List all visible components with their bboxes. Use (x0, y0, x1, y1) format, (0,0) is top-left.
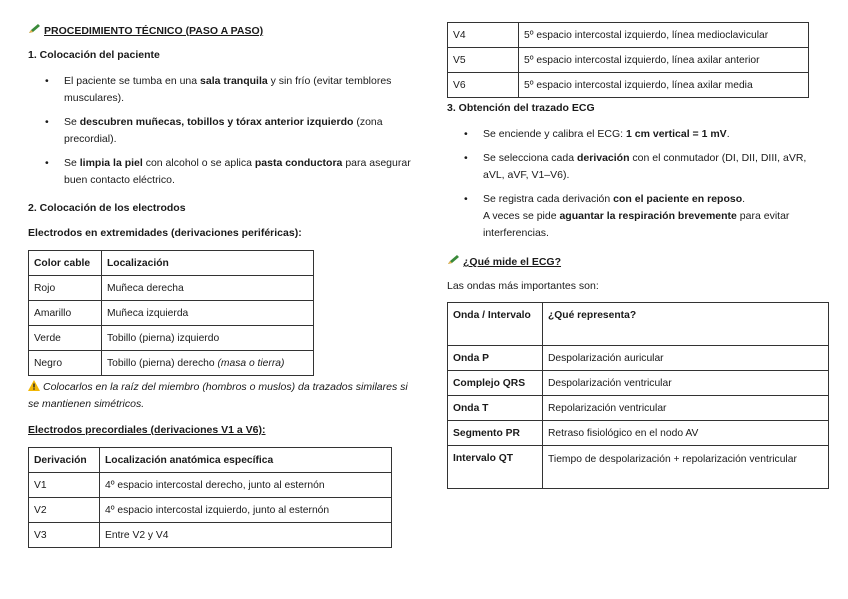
warning-icon (28, 380, 40, 391)
table-row: Rojo Muñeca derecha (29, 276, 314, 301)
list-item: • Se selecciona cada derivación con el conmutador (DI, DII, DIII, aVR, aVL, aVF, V1–V6). (464, 152, 807, 181)
list-item: • Se limpia la piel con alcohol o se aplica pasta conductora para asegurar buen contacto eléctrico. (45, 157, 411, 186)
table-row: V2 4º espacio intercostal izquierdo, junto al esternón (29, 498, 392, 523)
table-row: Complejo QRS Despolarización ventricular (448, 371, 829, 396)
table-row: Amarillo Muñeca izquierda (29, 301, 314, 326)
limbs-table (28, 250, 314, 376)
list-item: • El paciente se tumba en una sala tranquila y sin frío (evitar temblores musculares). (45, 75, 392, 104)
title-text: PROCEDIMIENTO TÉCNICO (PASO A PASO) (44, 25, 264, 37)
pencil-icon (447, 255, 459, 268)
table-row: Verde Tobillo (pierna) izquierdo (29, 326, 314, 351)
list-item: • Se enciende y calibra el ECG: 1 cm vertical = 1 mV. (464, 128, 730, 140)
ecg-waves-table (447, 302, 829, 489)
list-item: • Se descubren muñecas, tobillos y tórax anterior izquierdo (zona precordial). (45, 116, 383, 145)
table-row: Segmento PR Retraso fisiológico en el nodo AV (448, 421, 829, 446)
table-row: Negro Tobillo (pierna) derecho (masa o tierra) (29, 351, 314, 376)
section1-heading: 1. Colocación del paciente (28, 49, 160, 61)
table-row: V4 5º espacio intercostal izquierdo, línea medioclavicular (448, 23, 809, 48)
table-header-row: Color cable Localización (29, 251, 314, 276)
table-header-row: Derivación Localización anatómica específica (29, 448, 392, 473)
table-row: V5 5º espacio intercostal izquierdo, línea axilar anterior (448, 48, 809, 73)
table-row: V1 4º espacio intercostal derecho, junto al esternón (29, 473, 392, 498)
section1-list (28, 73, 413, 196)
page-title (28, 24, 263, 37)
warning-note: Colocarlos en la raíz del miembro (hombros o muslos) da trazados similares si se mantienen simétricos. (28, 381, 408, 410)
section3-list (447, 126, 827, 249)
section3-heading: 3. Obtención del trazado ECG (447, 102, 595, 114)
section4-heading: ¿Qué mide el ECG? (447, 255, 561, 268)
table-row: V3 Entre V2 y V4 (29, 523, 392, 548)
precordial-heading: Electrodos precordiales (derivaciones V1 a V6): (28, 424, 266, 436)
list-item: • Se registra cada derivación con el paciente en reposo. A veces se pide aguantar la respiración brevemente para evitar interferencias. (464, 193, 790, 239)
limbs-heading: Electrodos en extremidades (derivaciones periféricas): (28, 227, 302, 239)
table-row: Intervalo QT Tiempo de despolarización + repolarización ventricular (448, 446, 829, 489)
section4-intro: Las ondas más importantes son: (447, 280, 599, 292)
table-row: V6 5º espacio intercostal izquierdo, línea axilar media (448, 73, 809, 98)
precordial-table (28, 447, 392, 548)
section2-heading: 2. Colocación de los electrodos (28, 202, 186, 214)
precordial-table-continued (447, 22, 809, 98)
table-row: Onda P Despolarización auricular (448, 346, 829, 371)
pencil-icon (28, 24, 40, 37)
table-row: Onda T Repolarización ventricular (448, 396, 829, 421)
table-header-row: Onda / Intervalo ¿Qué representa? (448, 303, 829, 346)
